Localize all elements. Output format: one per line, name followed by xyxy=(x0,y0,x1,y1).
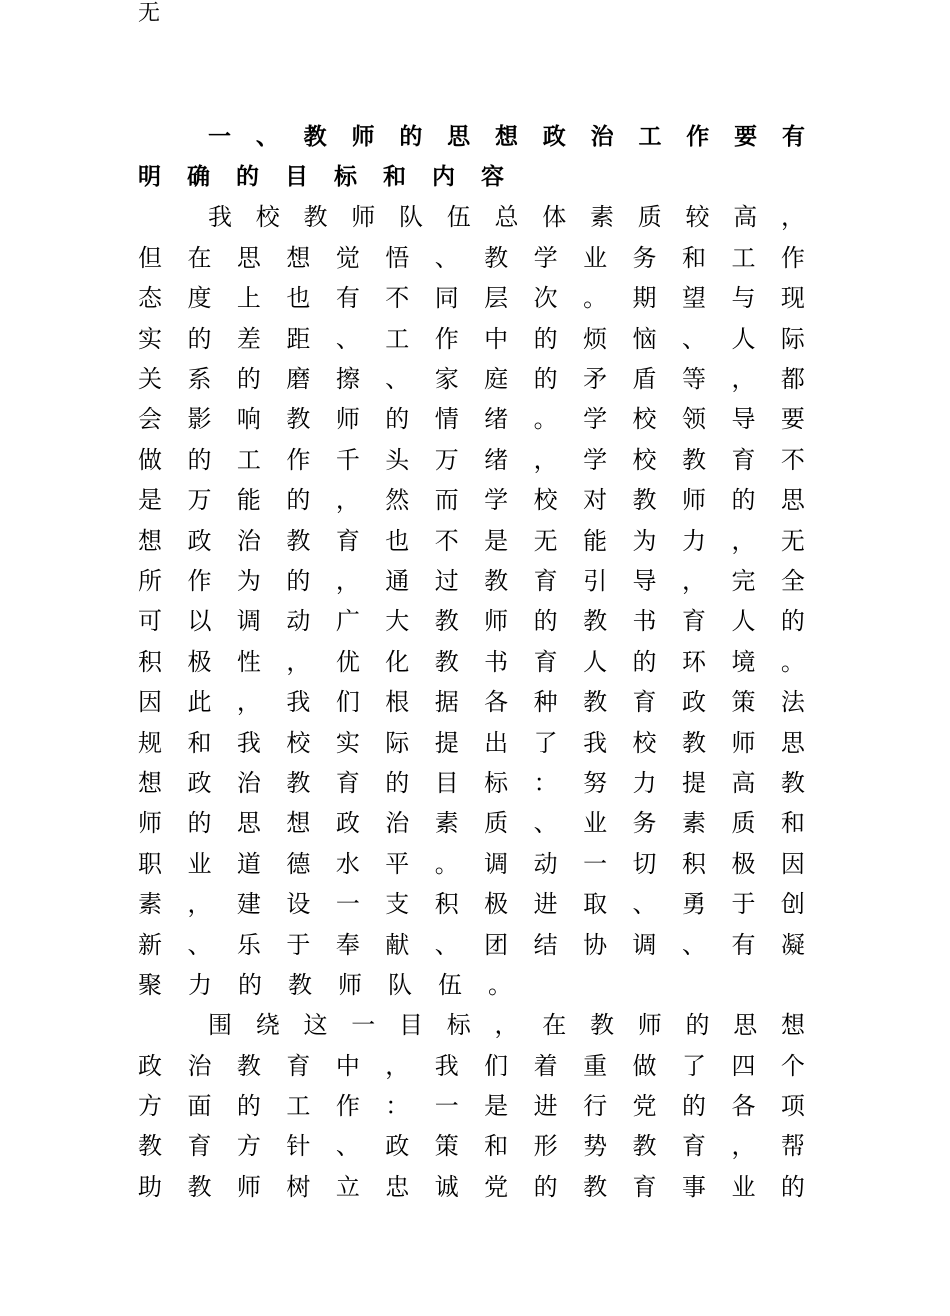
paragraph-line: 我 校 教 师 队 伍 总 体 素 质 较 高 ， xyxy=(208,203,805,232)
paragraph-line: 想 政 治 教 育 也 不 是 无 能 为 力 ， 无 xyxy=(138,526,805,555)
paragraph-line: 助 教 师 树 立 忠 诚 党 的 教 育 事 业 的 xyxy=(138,1172,805,1201)
paragraph-line: 做 的 工 作 千 头 万 绪 ， 学 校 教 育 不 xyxy=(138,445,805,474)
paragraph-line: 会 影 响 教 师 的 情 绪 。 学 校 领 导 要 xyxy=(138,405,805,434)
paragraph-line: 是 万 能 的 ， 然 而 学 校 对 教 师 的 思 xyxy=(138,486,805,515)
paragraph-line: 因 此 ， 我 们 根 据 各 种 教 育 政 策 法 xyxy=(138,688,805,717)
paragraph-line: 想 政 治 教 育 的 目 标 ： 努 力 提 高 教 xyxy=(138,768,805,797)
paragraph-line: 所 作 为 的 ， 通 过 教 育 引 导 ， 完 全 xyxy=(138,566,805,595)
paragraph-line: 政 治 教 育 中 ， 我 们 着 重 做 了 四 个 xyxy=(138,1051,805,1080)
paragraph-line: 职 业 道 德 水 平 。 调 动 一 切 积 极 因 xyxy=(138,849,805,878)
paragraph-line: 围 绕 这 一 目 标 ， 在 教 师 的 思 想 xyxy=(208,1011,805,1040)
document-body xyxy=(138,114,805,1205)
heading-line: 一 、 教 师 的 思 想 政 治 工 作 要 有 xyxy=(208,123,805,150)
paragraph-line: 聚 力 的 教 师 队 伍 。 xyxy=(138,970,512,999)
paragraph-line: 但 在 思 想 觉 悟 、 教 学 业 务 和 工 作 xyxy=(138,243,805,272)
paragraph-line: 师 的 思 想 政 治 素 质 、 业 务 素 质 和 xyxy=(138,809,805,838)
header-text: 无 xyxy=(138,1,161,26)
paragraph-line: 新 、 乐 于 奉 献 、 团 结 协 调 、 有 凝 xyxy=(138,930,805,959)
paragraph-line: 可 以 调 动 广 大 教 师 的 教 书 育 人 的 xyxy=(138,607,805,636)
paragraph-line: 方 面 的 工 作 ： 一 是 进 行 党 的 各 项 xyxy=(138,1092,805,1121)
paragraph-line: 素 ， 建 设 一 支 积 极 进 取 、 勇 于 创 xyxy=(138,890,805,919)
paragraph-line: 实 的 差 距 、 工 作 中 的 烦 恼 、 人 际 xyxy=(138,324,805,353)
paragraph-line: 态 度 上 也 有 不 同 层 次 。 期 望 与 现 xyxy=(138,284,805,313)
paragraph-line: 关 系 的 磨 擦 、 家 庭 的 矛 盾 等 ， 都 xyxy=(138,365,805,394)
paragraph-line: 积 极 性 ， 优 化 教 书 育 人 的 环 境 。 xyxy=(138,647,805,676)
paragraph-line: 规 和 我 校 实 际 提 出 了 我 校 教 师 思 xyxy=(138,728,805,757)
heading-line: 明 确 的 目 标 和 内 容 xyxy=(138,164,504,191)
paragraph-line: 教 育 方 针 、 政 策 和 形 势 教 育 ， 帮 xyxy=(138,1132,805,1161)
